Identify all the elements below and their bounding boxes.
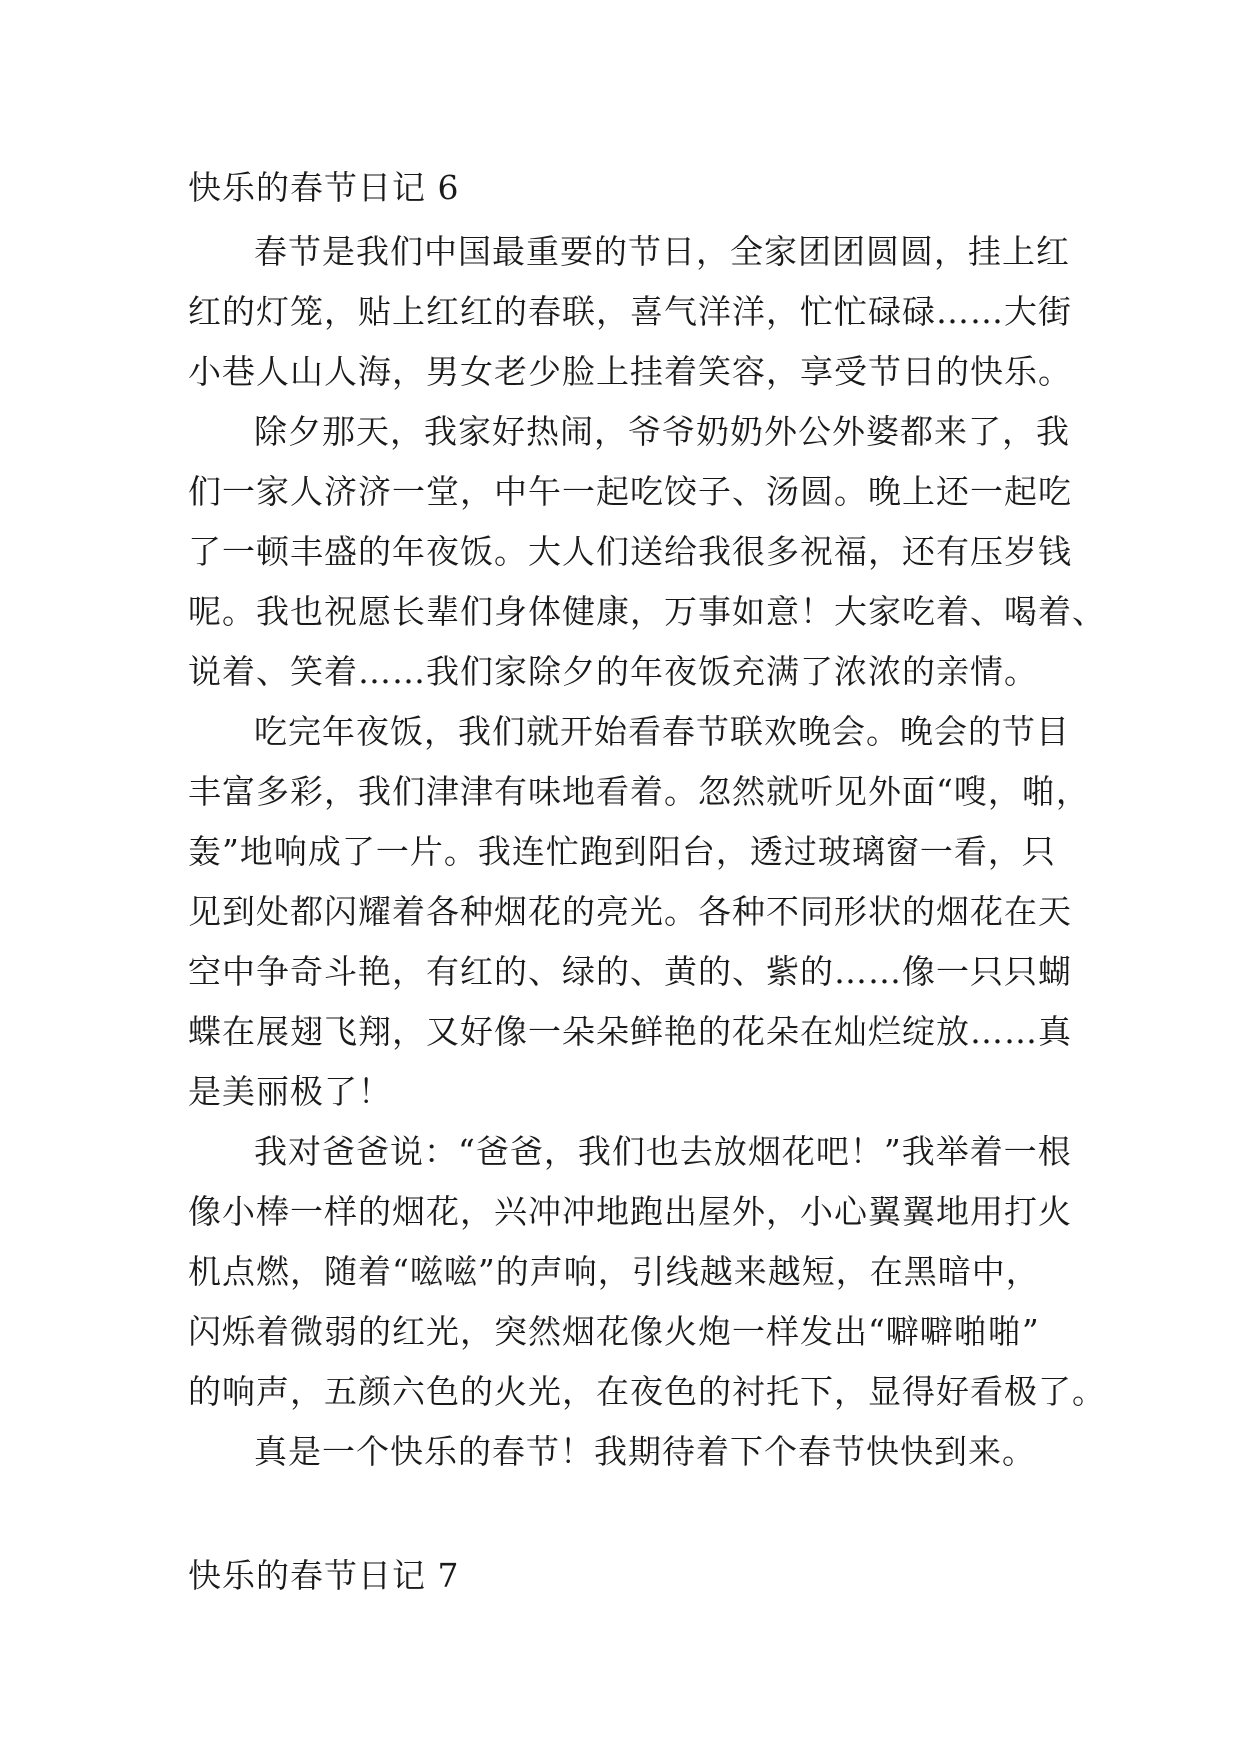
paragraph-4-line-4: 闪烁着微弱的红光，突然烟花像火炮一样发出“噼噼啪啪”: [188, 1312, 1040, 1351]
paragraph-2-line-2: 们一家人济济一堂，中午一起吃饺子、汤圆。晚上还一起吃: [188, 472, 1072, 511]
paragraph-1-line-2: 红的灯笼，贴上红红的春联，喜气洋洋，忙忙碌碌……大街: [188, 292, 1072, 331]
paragraph-5-line-1: 真是一个快乐的春节！我期待着下个春节快快到来。: [254, 1432, 1036, 1471]
paragraph-2-line-1: 除夕那天，我家好热闹，爷爷奶奶外公外婆都来了，我: [254, 412, 1070, 451]
section-6-heading: 快乐的春节日记 6: [188, 168, 460, 207]
paragraph-3-line-4: 见到处都闪耀着各种烟花的亮光。各种不同形状的烟花在天: [188, 892, 1072, 931]
paragraph-3-line-7: 是美丽极了！: [188, 1072, 392, 1111]
paragraph-3-line-3: 轰”地响成了一片。我连忙跑到阳台，透过玻璃窗一看，只: [188, 832, 1056, 871]
paragraph-2-line-4: 呢。我也祝愿长辈们身体健康，万事如意！大家吃着、喝着、: [188, 592, 1106, 631]
section-7-heading: 快乐的春节日记 7: [188, 1556, 460, 1595]
paragraph-3-line-5: 空中争奇斗艳，有红的、绿的、黄的、紫的……像一只只蝴: [188, 952, 1072, 991]
paragraph-4-line-3: 机点燃，随着“嗞嗞”的声响，引线越来越短，在黑暗中，: [188, 1252, 1040, 1291]
paragraph-4-line-5: 的响声，五颜六色的火光，在夜色的衬托下，显得好看极了。: [188, 1372, 1106, 1411]
paragraph-1-line-1: 春节是我们中国最重要的节日，全家团团圆圆，挂上红: [254, 232, 1070, 271]
paragraph-3-line-6: 蝶在展翅飞翔，又好像一朵朵鲜艳的花朵在灿烂绽放……真: [188, 1012, 1072, 1051]
paragraph-3-line-1: 吃完年夜饭，我们就开始看春节联欢晚会。晚会的节目: [254, 712, 1070, 751]
paragraph-2-line-5: 说着、笑着……我们家除夕的年夜饭充满了浓浓的亲情。: [188, 652, 1038, 691]
paragraph-1-line-3: 小巷人山人海，男女老少脸上挂着笑容，享受节日的快乐。: [188, 352, 1072, 391]
paragraph-3-line-2: 丰富多彩，我们津津有味地看着。忽然就听见外面“嗖，啪，: [188, 772, 1090, 811]
paragraph-4-line-1: 我对爸爸说：“爸爸，我们也去放烟花吧！”我举着一根: [254, 1132, 1072, 1171]
paragraph-2-line-3: 了一顿丰盛的年夜饭。大人们送给我很多祝福，还有压岁钱: [188, 532, 1072, 571]
paragraph-4-line-2: 像小棒一样的烟花，兴冲冲地跑出屋外，小心翼翼地用打火: [188, 1192, 1072, 1231]
